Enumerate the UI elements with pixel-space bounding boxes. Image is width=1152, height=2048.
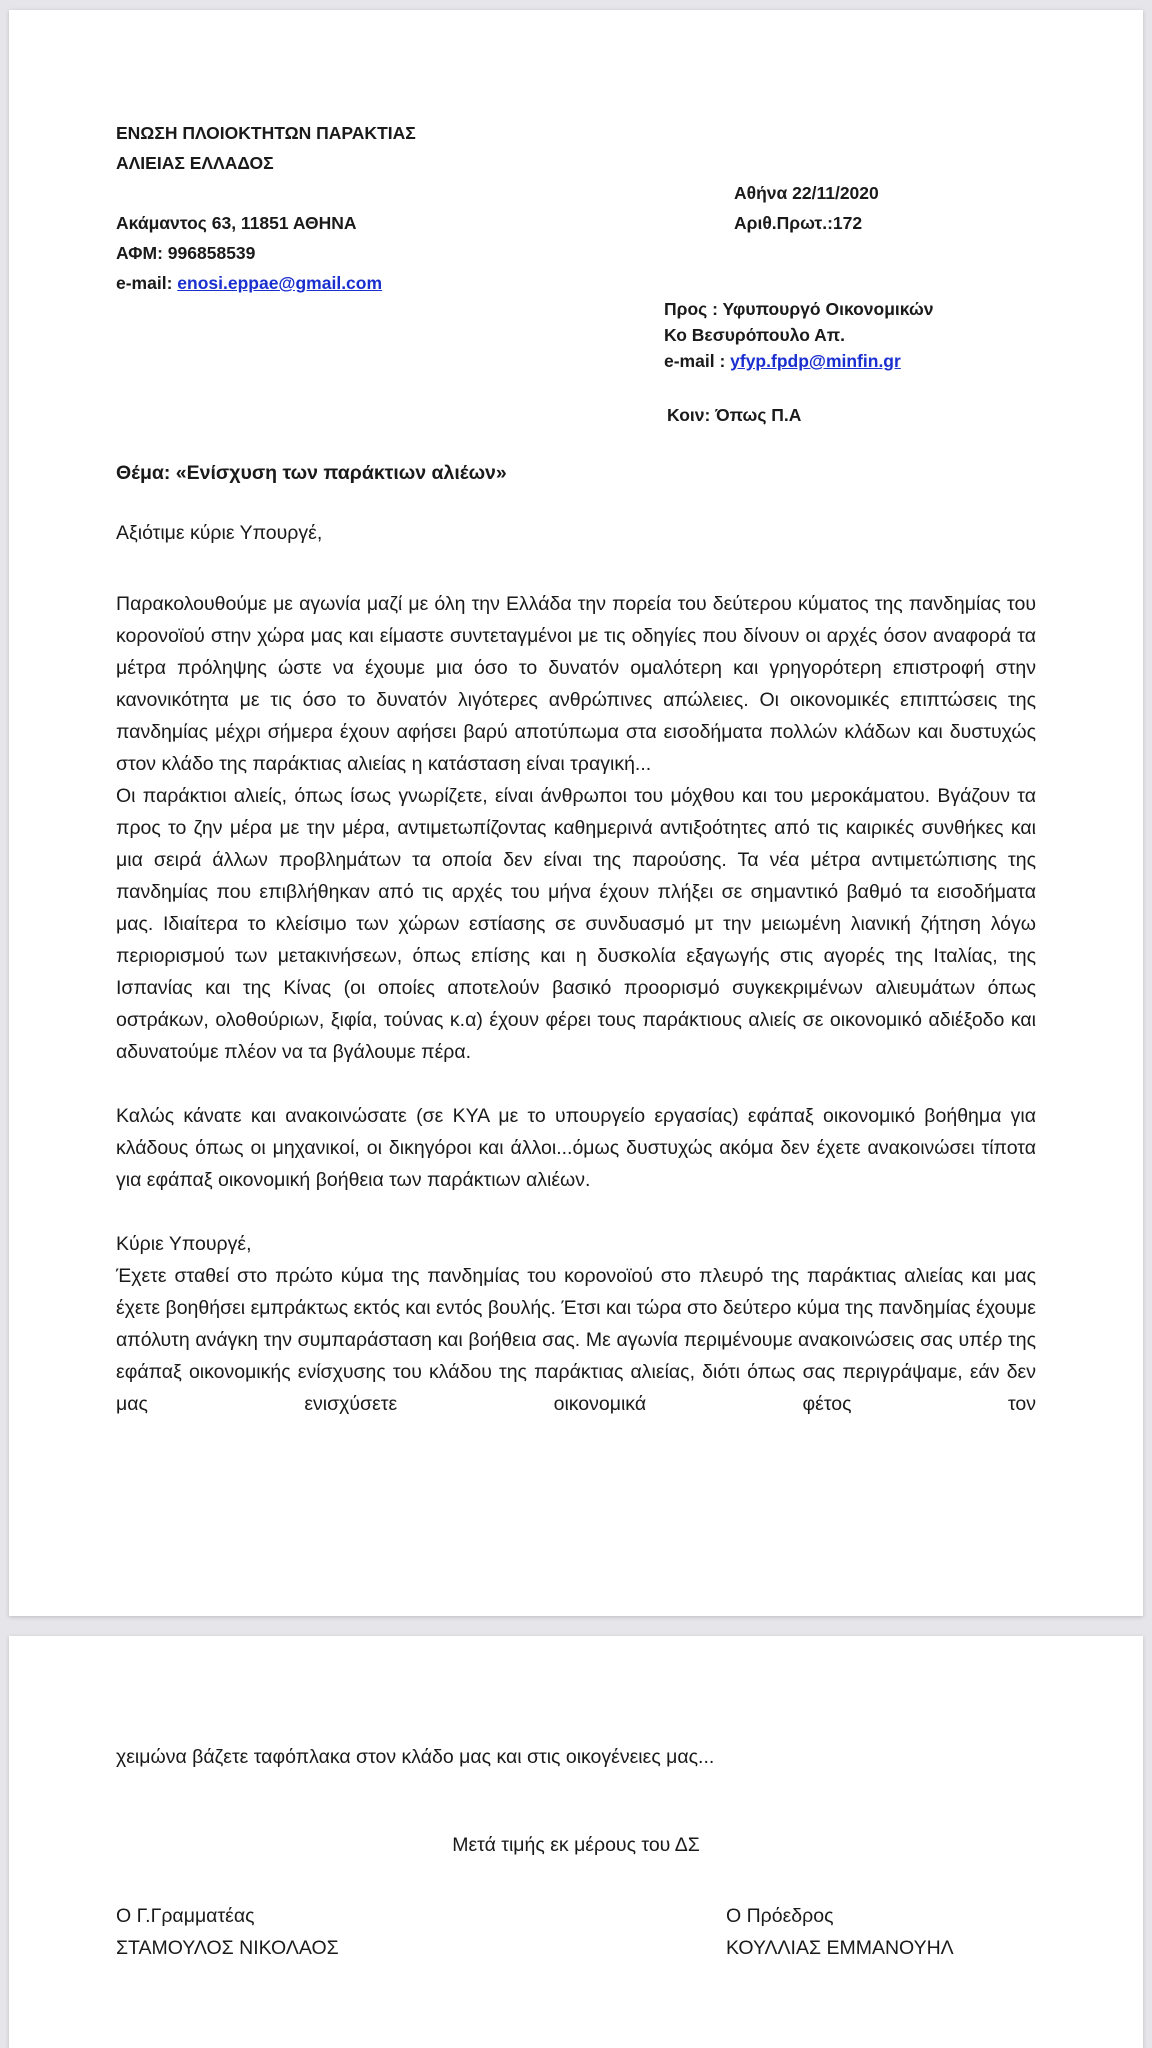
subject-line: Θέμα: «Ενίσχυση των παράκτιων αλιέων» — [116, 462, 507, 484]
sender-name-line2: ΑΛΙΕΙΑΣ ΕΛΛΑΔΟΣ — [116, 153, 274, 173]
recipient-block — [664, 296, 934, 374]
sender-contact — [116, 208, 382, 298]
paragraph-2: Οι παράκτιοι αλιείς, όπως ίσως γνωρίζετε, είναι άνθρωποι του μόχθου και του μεροκάματου. Βγάζουν τα προς το ζην μέρα με την μέρα, αντιμετωπίζοντας καθημερινά αντιξοότητες από τις καιρικές συνθήκες και μια σειρά άλλων προβλημάτων τα οποία δεν είναι της παρούσης. Τα νέα μέτρα αντιμετώπισης της πανδημίας που επιβλήθηκαν από τις αρχές του μήνα έχουν πλήξει σε σημαντικό βαθμό τα εισοδήματα μας. Ιδιαίτερα το κλείσιμο των χώρων εστίασης σε συνδυασμό μτ την μειωμένη λιανική ζήτηση λόγω περιορισμού των μετακινήσεων, όπως επίσης και η δυσκολία εξαγωγής στις αγορές της Ιταλίας, της Ισπανίας και της Κίνας (οι οποίες αποτελούν βασικό προορισμό συγκεκριμένων αλιευμάτων όπως οστράκων, ολοθούριων, ξιφία, τούνας κ.α) έχουν φέρει τους παράκτιους αλιείς σε οικονομικό αδιέξοδο και αδυνατούμε πλέον να τα βγάλουμε πέρα. — [116, 785, 1036, 1063]
signature-left-title: Ο Γ.Γραμματέας — [116, 1905, 255, 1927]
signature-left — [116, 1900, 339, 1964]
sender-email-row — [116, 268, 382, 298]
paragraph-4: Έχετε σταθεί στο πρώτο κύμα της πανδημίας του κορονοϊού στο πλευρό της παράκτιας αλιείας και μας έχετε βοηθήσει εμπράκτως εκτός και εντός βουλής. Έτσι και τώρα στο δεύτερο κύμα της πανδημίας έχουμε απόλυτη ανάγκη την συμπαράσταση και βοήθεια σας. Με αγωνία περιμένουμε ανακοινώσεις σας υπέρ της εφάπαξ οικονομικής ενίσχυσης του κλάδου της παράκτιας αλιείας, διότι όπως σας περιγράψαμε, εάν δεν μας ενισχύσετε οικονομικά φέτος τον — [116, 1265, 1036, 1415]
signature-left-name: ΣΤΑΜΟΥΛΟΣ ΝΙΚΟΛΑΟΣ — [116, 1937, 339, 1959]
recipient-email-label: e-mail : — [664, 351, 731, 371]
page-2 — [9, 1636, 1143, 2048]
recipient-to: Προς : Υφυπουργό Οικονομικών — [664, 299, 934, 319]
sender-afm: ΑΦΜ: 996858539 — [116, 243, 256, 263]
page-1 — [9, 10, 1143, 1616]
cc-line: Κοιν: Όπως Π.Α — [667, 405, 802, 425]
salutation: Αξιότιμε κύριε Υπουργέ, — [116, 522, 323, 544]
sender-address: Ακάμαντος 63, 11851 ΑΘΗΝΑ — [116, 213, 357, 233]
closing-line: Μετά τιμής εκ μέρους του ΔΣ — [452, 1834, 700, 1856]
recipient-name: Κο Βεσυρόπουλο Απ. — [664, 325, 846, 345]
dateline — [734, 178, 879, 238]
paragraph-3: Καλώς κάνατε και ανακοινώσατε (σε ΚΥΑ με το υπουργείο εργασίας) εφάπαξ οικονομικό βοήθημα για κλάδους όπως οι μηχανικοί, οι δικηγόροι και άλλοι...όμως δυστυχώς ακόμα δεν έχετε ανακοινώσει τίποτα για εφάπαξ οικονομική βοήθεια των παράκτιων αλιέων. — [116, 1105, 1036, 1191]
paragraph-1: Παρακολουθούμε με αγωνία μαζί με όλη την Ελλάδα την πορεία του δεύτερου κύματος της πανδημίας του κορονοϊού στην χώρα μας και είμαστε συντεταγμένοι με τις οδηγίες που δίνουν οι αρχές όσον αναφορά τα μέτρα πρόληψης ώστε να έχουμε μια όσο το δυνατόν ομαλότερη και γρηγορότερη επιστροφή στην κανονικότητα με τις όσο το δυνατόν λιγότερες ανθρώπινες απώλειες. Οι οικονομικές επιπτώσεις της πανδημίας μέχρι σήμερα έχουν αφήσει βαρύ αποτύπωμα στα εισοδήματα πολλών κλάδων και δυστυχώς στον κλάδο της παράκτιας αλιείας η κατάσταση είναι τραγική... — [116, 593, 1036, 775]
protocol-number: Αριθ.Πρωτ.:172 — [734, 213, 863, 233]
sender-email-link[interactable]: enosi.eppae@gmail.com — [177, 273, 383, 293]
recipient-email-link[interactable]: yfyp.fpdp@minfin.gr — [730, 351, 901, 371]
address-line: Κύριε Υπουργέ, — [116, 1233, 252, 1255]
letter-body — [116, 588, 1036, 1420]
signature-right-title: Ο Πρόεδρος — [726, 1905, 834, 1927]
sender-email-label: e-mail: — [116, 273, 178, 293]
signature-right-name: ΚΟΥΛΛΙΑΣ ΕΜΜΑΝΟΥΗΛ — [726, 1937, 954, 1959]
letter-date: Αθήνα 22/11/2020 — [734, 183, 879, 203]
signature-right — [726, 1900, 954, 1964]
recipient-email-row — [664, 348, 934, 374]
sender-block — [116, 118, 416, 178]
paragraph-4-continued: χειμώνα βάζετε ταφόπλακα στον κλάδο μας και στις οικογένειες μας... — [116, 1746, 715, 1768]
sender-name-line1: ΕΝΩΣΗ ΠΛΟΙΟΚΤΗΤΩΝ ΠΑΡΑΚΤΙΑΣ — [116, 123, 416, 143]
